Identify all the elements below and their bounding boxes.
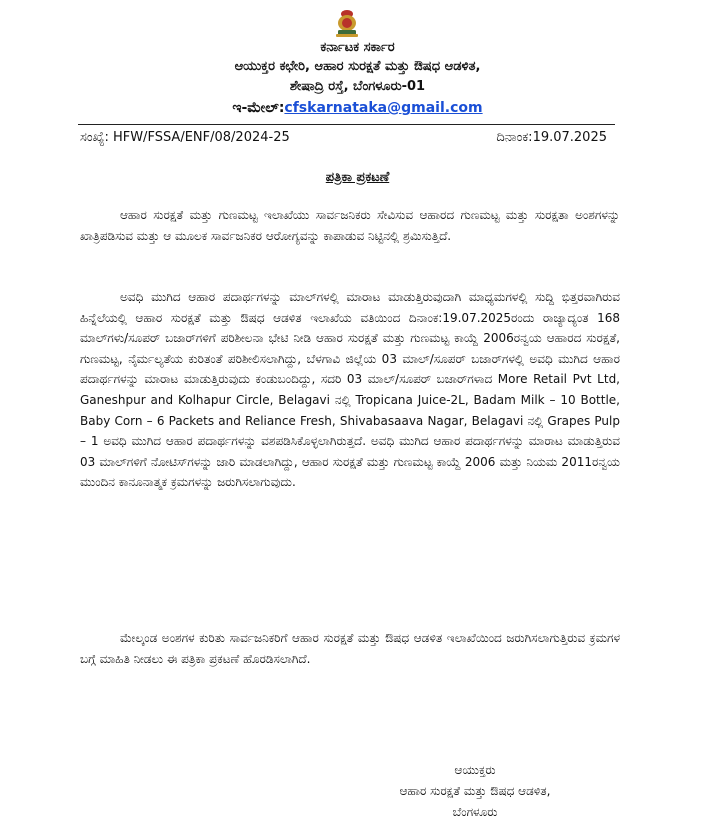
paragraph-inspection: ಅವಧಿ ಮುಗಿದ ಆಹಾರ ಪದಾರ್ಥಗಳನ್ನು ಮಾಲ್‌ಗಳಲ್ಲಿ ಮಾರಾಟ ಮಾಡುತ್ತಿರುವುದಾಗಿ ಮಾಧ್ಯಮಗಳಲ್ಲಿ ಸುದ್ದಿ ಭಿತ್ತರವಾಗಿರುವ ಹಿನ್ನೆಲೆಯಲ್ಲಿ ಆಹಾರ ಸುರಕ್ಷತೆ ಮತ್ತು ಔಷಧ ಆಡಳಿತ ಇಲಾಖೆಯ ವತಿಯಿಂದ ದಿನಾಂಕ:19.07.2025ರಂದು ರಾಜ್ಯಾದ್ಯಂತ 168 ಮಾಲ್‌ಗಳು/ಸೂಪರ್ ಬಜಾರ್‌ಗಳಿಗೆ ಪರಿಶೀಲನಾ ಭೇಟಿ ನೀಡಿ ಆಹಾರ ಸುರಕ್ಷತೆ ಮತ್ತು ಗುಣಮಟ್ಟ ಕಾಯ್ದೆ 2006ರನ್ವಯ ಆಹಾರದ ಸುರಕ್ಷತೆ, ಗುಣಮಟ್ಟ, ನೈರ್ಮಲ್ಯತೆಯ ಕುರಿತಂತೆ ಪರಿಶೀಲಿಸಲಾಗಿದ್ದು, ಬೆಳಗಾವಿ ಜಿಲ್ಲೆಯ 03 ಮಾಲ್/ಸೂಪರ್ ಬಜಾರ್‌ಗಳಲ್ಲಿ ಅವಧಿ ಮುಗಿದ ಆಹಾರ ಪದಾರ್ಥಗಳನ್ನು ಮಾರಾಟ ಮಾಡುತ್ತಿರುವುದು ಕಂಡುಬಂದಿದ್ದು, ಸದರಿ 03 ಮಾಲ್/ಸೂಪರ್ ಬಜಾರ್‌ಗಳಾದ More Retail Pvt Ltd, Ganeshpur and Kolhapur Circle, Belagavi ನಲ್ಲಿ Tropicana Juice-2L, Badam Milk – 10 Bottle, Baby Corn – 6 Packets and Reliance Fresh, Shivabasaava Nagar, Belagavi ನಲ್ಲಿ Grapes Pulp – 1 ಅವಧಿ ಮುಗಿದ ಆಹಾರ ಪದಾರ್ಥಗಳನ್ನು ವಶಪಡಿಸಿಕೊಳ್ಳಲಾಗಿರುತ್ತದೆ. ಅವಧಿ ಮುಗಿದ ಆಹಾರ ಪದಾರ್ಥಗಳನ್ನು ಮಾರಾಟ ಮಾಡುತ್ತಿರುವ 03 ಮಾಲ್‌ಗಳಿಗೆ ನೋಟಿಸ್‌ಗಳನ್ನು ಜಾರಿ ಮಾಡಲಾಗಿದ್ದು, ಆಹಾರ ಸುರಕ್ಷತೆ ಮತ್ತು ಗುಣಮಟ್ಟ ಕಾಯ್ದೆ 2006 ಮತ್ತು ನಿಯಮ 2011ರನ್ವಯ ಮುಂದಿನ ಕಾನೂನಾತ್ಮಕ ಕ್ರಮಗಳನ್ನು ಜರುಗಿಸಲಾಗುವುದು.	[80, 290, 620, 490]
signatory-department: ಆಹಾರ ಸುರಕ್ಷತೆ ಮತ್ತು ಔಷಧ ಆಡಳಿತ,	[399, 783, 551, 798]
karnataka-emblem-icon	[333, 8, 361, 38]
press-release-title: ಪತ್ರಿಕಾ ಪ್ರಕಟಣೆ	[325, 170, 390, 185]
government-heading: ಕರ್ನಾಟಕ ಸರ್ಕಾರ	[320, 40, 395, 55]
document-date: ದಿನಾಂಕ:19.07.2025	[496, 130, 607, 145]
reference-number: ಸಂಖ್ಯೆ: HFW/FSSA/ENF/08/2024-25	[80, 130, 290, 145]
paragraph-intro: ಆಹಾರ ಸುರಕ್ಷತೆ ಮತ್ತು ಗುಣಮಟ್ಟ ಇಲಾಖೆಯು ಸಾರ್ವಜನಿಕರು ಸೇವಿಸುವ ಆಹಾರದ ಗುಣಮಟ್ಟ ಮತ್ತು ಸುರಕ್ಷತಾ ಅಂಶಗಳನ್ನು ಖಾತ್ರಿಪಡಿಸುವ ಮತ್ತು ಆ ಮೂಲಕ ಸಾರ್ವಜನಿಕರ ಆರೋಗ್ಯವನ್ನು ಕಾಪಾಡುವ ನಿಟ್ಟಿನಲ್ಲಿ ಶ್ರಮಿಸುತ್ತಿದೆ.	[80, 208, 620, 243]
office-heading: ಆಯುಕ್ತರ ಕಛೇರಿ, ಆಹಾರ ಸುರಕ್ಷತೆ ಮತ್ತು ಔಷಧ ಆಡಳಿತ,	[234, 59, 481, 74]
signatory-designation: ಆಯುಕ್ತರು	[454, 763, 496, 777]
signature-block	[330, 760, 620, 822]
signatory-city: ಬೆಂಗಳೂರು	[452, 804, 498, 819]
email-label: ಇ-ಮೇಲ್:	[232, 100, 285, 116]
email-link[interactable]: cfskarnataka@gmail.com	[284, 100, 483, 116]
header-divider	[78, 124, 615, 125]
email-line	[0, 100, 715, 116]
address-line: ಶೇಷಾದ್ರಿ ರಸ್ತೆ, ಬೆಂಗಳೂರು-01	[289, 79, 426, 94]
paragraph-closing: ಮೇಲ್ಕಂಡ ಅಂಶಗಳ ಕುರಿತು ಸಾರ್ವಜನಿಕರಿಗೆ ಆಹಾರ ಸುರಕ್ಷತೆ ಮತ್ತು ಔಷಧ ಆಡಳಿತ ಇಲಾಖೆಯಿಂದ ಜರುಗಿಸಲಾಗುತ್ತಿರುವ ಕ್ರಮಗಳ ಬಗ್ಗೆ ಮಾಹಿತಿ ನೀಡಲು ಈ ಪತ್ರಿಕಾ ಪ್ರಕಟಣೆ ಹೊರಡಿಸಲಾಗಿದೆ.	[80, 631, 620, 666]
